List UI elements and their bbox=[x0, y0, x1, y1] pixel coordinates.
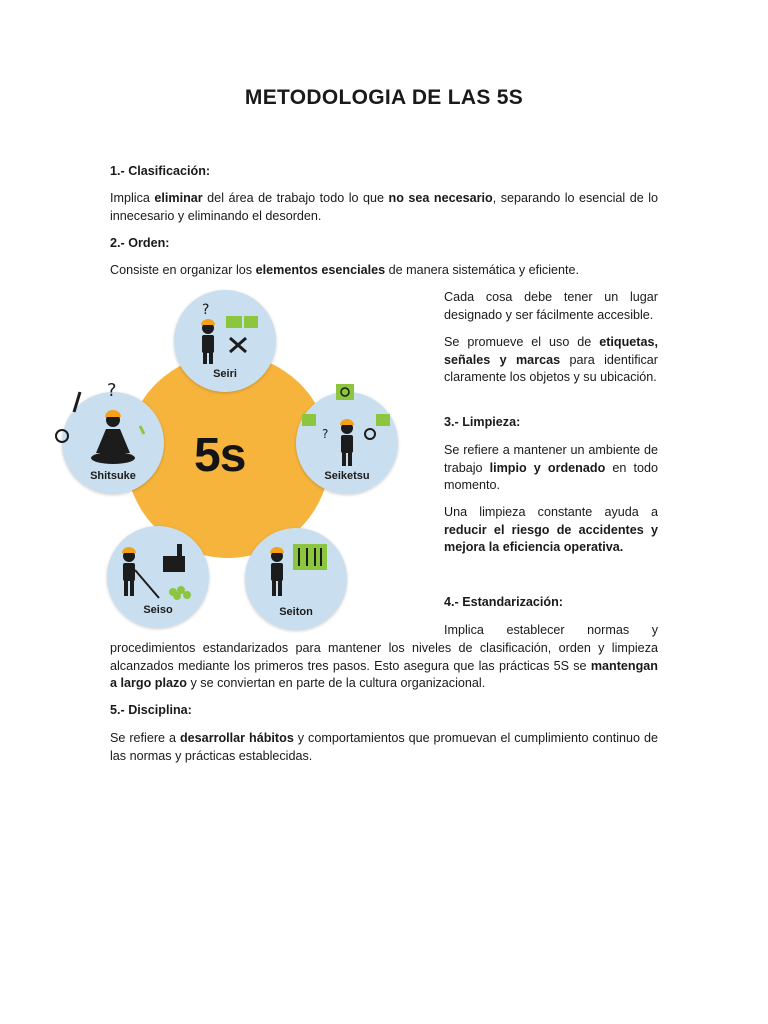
node-seiketsu-label: Seiketsu bbox=[324, 470, 370, 482]
section-2-heading: 2.- Orden: bbox=[110, 236, 170, 250]
node-seiri bbox=[174, 290, 276, 392]
node-seiso bbox=[107, 526, 209, 628]
section-4-paragraph-first-line: Implica establecer normas y bbox=[444, 623, 658, 637]
svg-text:?: ? bbox=[322, 427, 329, 441]
section-2-paragraph-1: Consiste en organizar los elementos esenciales de manera sistemática y eficiente. bbox=[110, 263, 580, 277]
node-seiri-label: Seiri bbox=[213, 368, 237, 380]
section-4-paragraph: procedimientos estandarizados para mantener los niveles de clasificación, orden y limpieza alcanzados mediante los primeros tres pasos. Esto asegura que las prácticas 5S se mantengan a largo plazo y se conviertan en parte de la cultura organizacional. bbox=[110, 641, 658, 690]
section-4-heading: 4.- Estandarización: bbox=[444, 595, 563, 609]
node-seiton bbox=[245, 528, 347, 630]
five-s-diagram bbox=[52, 290, 412, 618]
section-2-paragraph-3: Se promueve el uso de etiquetas, señales y marcas para identificar claramente los objetos y su ubicación. bbox=[444, 335, 658, 384]
section-3-paragraph-2: Una limpieza constante ayuda a reducir el riesgo de accidentes y mejora la eficiencia operativa. bbox=[444, 505, 658, 554]
section-1-paragraph: Implica eliminar del área de trabajo todo lo que no sea necesario, separando lo esencial de lo innecesario y eliminando el desorden. bbox=[110, 191, 659, 223]
document-title: METODOLOGIA DE LAS 5S bbox=[244, 86, 524, 109]
node-shitsuke-label: Shitsuke bbox=[90, 470, 136, 482]
svg-text:?: ? bbox=[202, 302, 210, 318]
section-2-paragraph-2: Cada cosa debe tener un lugar designado y ser fácilmente accesible. bbox=[444, 290, 658, 322]
node-seiso-label: Seiso bbox=[143, 604, 173, 616]
section-3-heading: 3.- Limpieza: bbox=[444, 415, 521, 429]
node-seiton-label: Seiton bbox=[279, 606, 313, 618]
center-label: 5s bbox=[194, 429, 246, 482]
section-3-paragraph-1: Se refiere a mantener un ambiente de trabajo limpio y ordenado en todo momento. bbox=[444, 443, 658, 492]
svg-text:?: ? bbox=[107, 380, 117, 401]
section-5-paragraph: Se refiere a desarrollar hábitos y comportamientos que promuevan el cumplimiento continuo de las normas y prácticas establecidas. bbox=[110, 731, 658, 763]
section-5-heading: 5.- Disciplina: bbox=[110, 703, 192, 717]
floating-tags-icon bbox=[334, 380, 404, 410]
floating-tools-icon bbox=[52, 378, 162, 458]
section-1-heading: 1.- Clasificación: bbox=[110, 164, 211, 178]
